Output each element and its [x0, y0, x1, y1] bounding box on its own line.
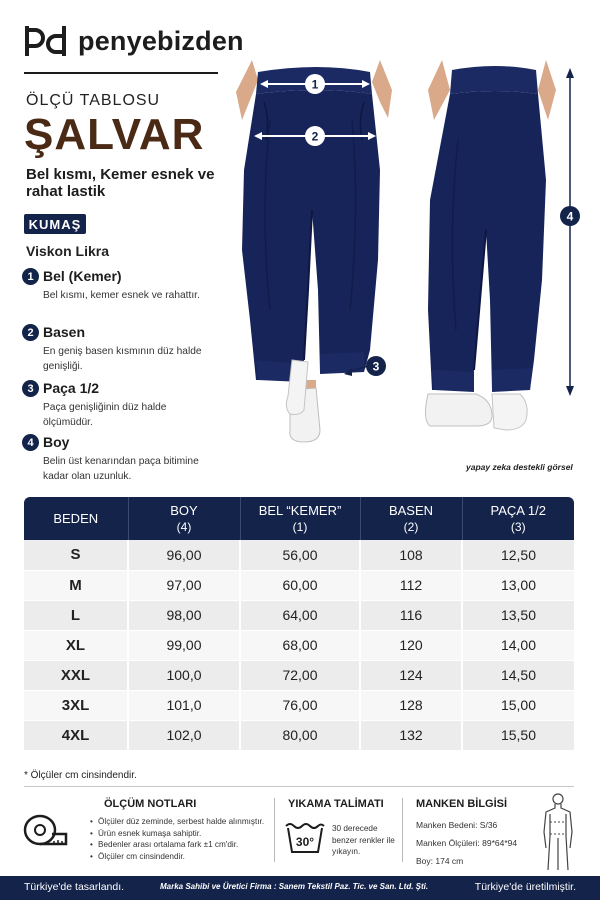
notes-list: [90, 816, 270, 862]
photo-marker-4: 4: [566, 209, 574, 224]
size-cell: XXL: [24, 660, 128, 690]
table-cell: 97,00: [128, 570, 240, 600]
table-cell: 96,00: [128, 540, 240, 570]
measurement-number: 3: [22, 380, 39, 397]
table-cell: 56,00: [240, 540, 360, 570]
footer-bar: [0, 876, 600, 900]
wash-temperature: 30°: [295, 835, 315, 849]
table-cell: 124: [360, 660, 462, 690]
chart-subtitle: ÖLÇÜ TABLOSU: [26, 92, 161, 109]
list-item: • Ürün esnek kumaşa sahiptir.: [90, 828, 270, 840]
measurement-description: Belin üst kenarından paça bitimine kadar olan uzunluk.: [43, 456, 199, 482]
front-view-image: [236, 60, 392, 442]
table-cell: 68,00: [240, 630, 360, 660]
header-cell-length: BOY (4): [128, 497, 240, 540]
product-description: Bel kısmı, Kemer esnek ve rahat lastik: [26, 166, 215, 200]
size-cell: 4XL: [24, 720, 128, 750]
table-cell: 64,00: [240, 600, 360, 630]
model-size: Manken Bedeni: S/36: [416, 820, 498, 830]
list-item: • Ölçüler düz zeminde, serbest halde alınmıştır.: [90, 816, 270, 828]
table-row: [24, 660, 574, 690]
vertical-divider: [402, 798, 403, 862]
table-cell: 101,0: [128, 690, 240, 720]
ai-image-note: yapay zeka destekli görsel: [466, 462, 573, 472]
model-measurements: Manken Ölçüleri: 89*64*94: [416, 838, 518, 848]
header-cell-size: BEDEN: [24, 497, 128, 540]
back-view-image: [425, 60, 580, 430]
size-cell: L: [24, 600, 128, 630]
list-item: • Ölçüler cm cinsindendir.: [90, 851, 270, 863]
size-cell: S: [24, 540, 128, 570]
brand-name: penyebizden: [78, 25, 244, 56]
washing-title: YIKAMA TALİMATI: [288, 798, 384, 810]
washing-instruction: 30 derecede benzer renkler ile yıkayın.: [332, 824, 395, 856]
table-cell: 15,00: [462, 690, 574, 720]
measurement-name: Boy: [43, 434, 70, 450]
table-cell: 12,50: [462, 540, 574, 570]
measurement-description: Paça genişliğinin düz halde ölçümüdür.: [43, 402, 167, 428]
table-cell: 100,0: [128, 660, 240, 690]
table-cell: 76,00: [240, 690, 360, 720]
size-cell: XL: [24, 630, 128, 660]
photo-marker-1: 1: [311, 77, 319, 92]
product-title: ŞALVAR: [24, 110, 205, 159]
list-item: • Bedenler arası ortalama fark ±1 cm'dir.: [90, 839, 270, 851]
size-cell: 3XL: [24, 690, 128, 720]
measurement-name: Basen: [43, 324, 86, 340]
section-divider: [24, 786, 574, 787]
table-row: [24, 540, 574, 570]
header-cell-leg-opening: PAÇA 1/2 (3): [462, 497, 574, 540]
model-height: Boy: 174 cm: [416, 856, 464, 866]
brand-divider: [24, 72, 218, 74]
table-row: [24, 720, 574, 750]
footer-manufacturer: Marka Sahibi ve Üretici Firma : Sanem Tekstil Paz. Tic. ve San. Ltd. Şti.: [160, 882, 429, 891]
size-cell: M: [24, 570, 128, 600]
measuring-tape-icon: [22, 810, 70, 850]
table-cell: 128: [360, 690, 462, 720]
measurement-description: En geniş basen kısmının düz halde genişliği.: [43, 346, 202, 372]
table-header-row: [24, 497, 574, 540]
table-cell: 14,00: [462, 630, 574, 660]
size-table: [24, 497, 574, 751]
table-cell: 13,50: [462, 600, 574, 630]
table-cell: 98,00: [128, 600, 240, 630]
fabric-badge: KUMAŞ: [24, 214, 86, 234]
fabric-value: Viskon Likra: [26, 243, 110, 259]
table-cell: 132: [360, 720, 462, 750]
table-footnote: * Ölçüler cm cinsindendir.: [24, 770, 137, 781]
table-cell: 13,00: [462, 570, 574, 600]
brand: [24, 24, 244, 58]
measurement-number: 1: [22, 268, 39, 285]
table-cell: 112: [360, 570, 462, 600]
table-cell: 102,0: [128, 720, 240, 750]
table-cell: 108: [360, 540, 462, 570]
table-row: [24, 690, 574, 720]
measurement-description: Bel kısmı, kemer esnek ve rahattır.: [43, 290, 200, 301]
measurement-number: 4: [22, 434, 39, 451]
table-cell: 116: [360, 600, 462, 630]
table-cell: 15,50: [462, 720, 574, 750]
table-cell: 14,50: [462, 660, 574, 690]
model-info-title: MANKEN BİLGİSİ: [416, 798, 508, 810]
measurement-name: Paça 1/2: [43, 380, 100, 396]
table-row: [24, 630, 574, 660]
table-cell: 99,00: [128, 630, 240, 660]
photo-marker-2: 2: [311, 129, 319, 144]
table-cell: 72,00: [240, 660, 360, 690]
product-photos: [230, 60, 600, 480]
mannequin-icon: [538, 792, 578, 872]
footer-made-in: Türkiye'de üretilmiştir.: [474, 881, 576, 893]
header-cell-hip: BASEN (2): [360, 497, 462, 540]
table-cell: 80,00: [240, 720, 360, 750]
photo-marker-3: 3: [372, 359, 380, 374]
table-cell: 120: [360, 630, 462, 660]
measurement-number: 2: [22, 324, 39, 341]
brand-logo-icon: [24, 24, 68, 58]
wash-30-icon: [284, 820, 326, 854]
table-cell: 60,00: [240, 570, 360, 600]
measurement-name: Bel (Kemer): [43, 268, 122, 284]
header-cell-waist: BEL “KEMER” (1): [240, 497, 360, 540]
footer-designed-in: Türkiye'de tasarlandı.: [24, 881, 125, 893]
vertical-divider: [274, 798, 275, 862]
table-row: [24, 570, 574, 600]
notes-title: ÖLÇÜM NOTLARI: [104, 798, 197, 810]
table-row: [24, 600, 574, 630]
